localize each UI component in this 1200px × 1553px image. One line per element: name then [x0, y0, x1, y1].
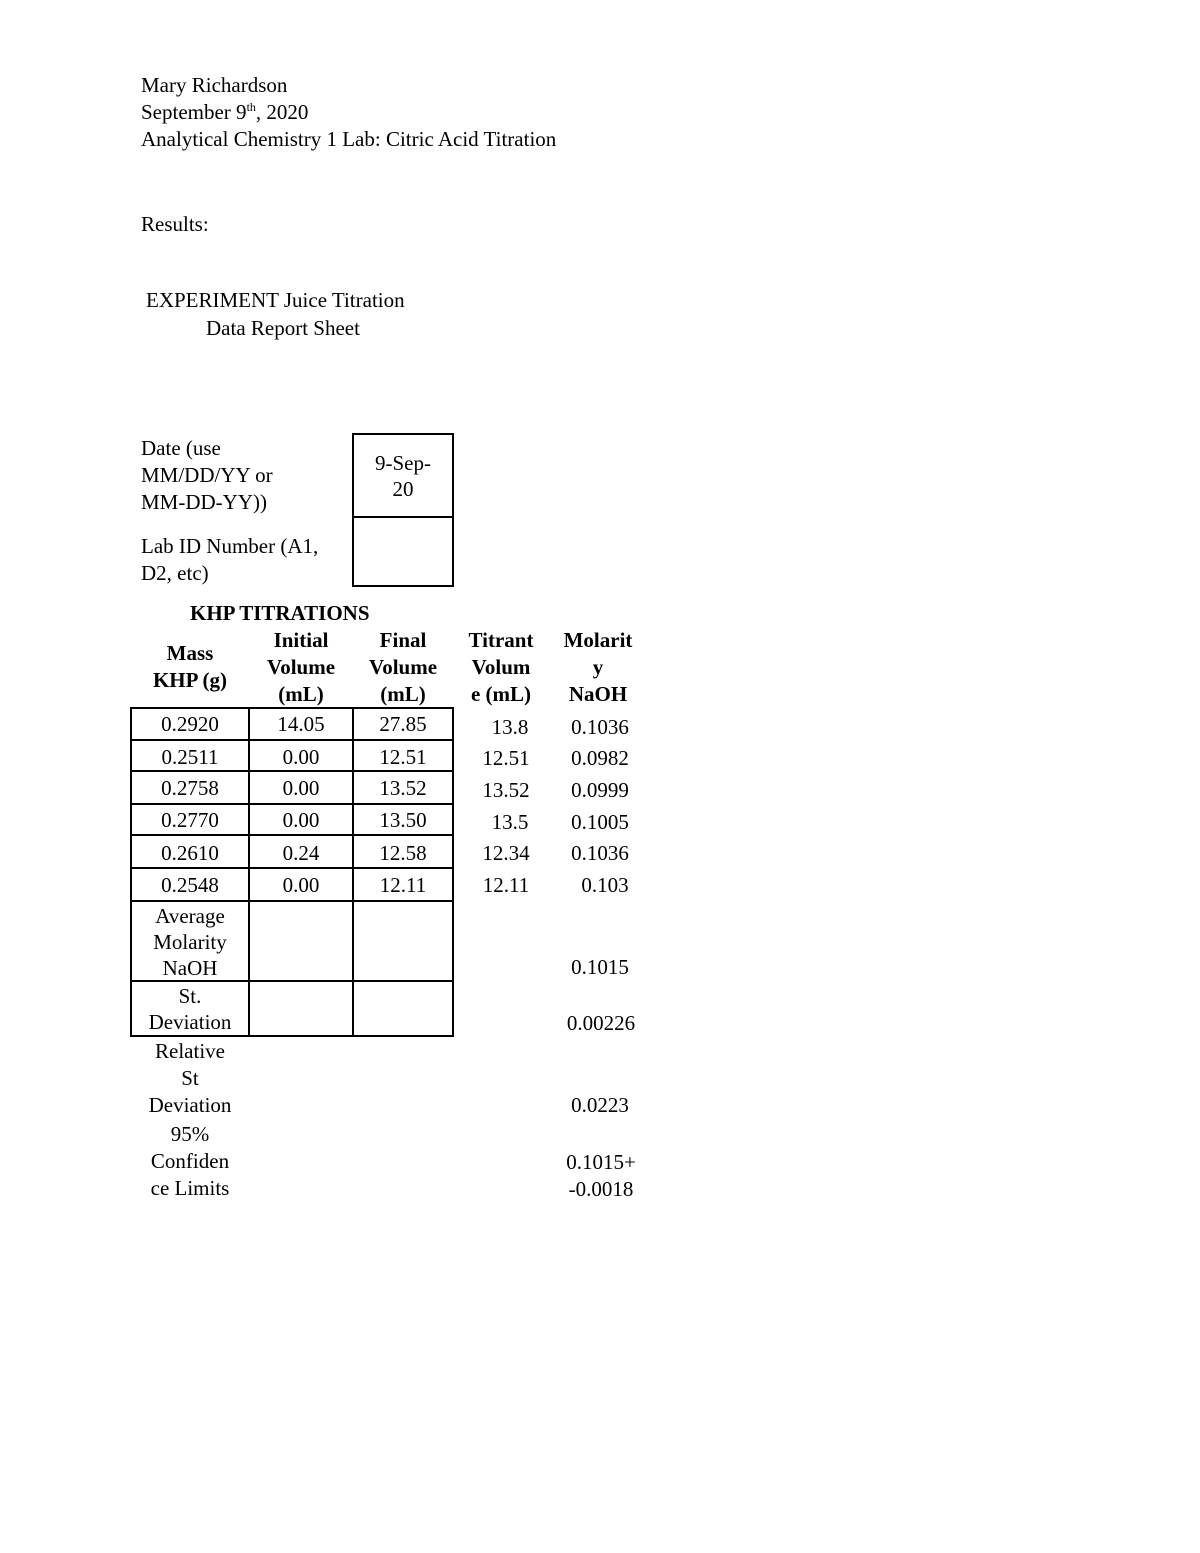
header-line: NaOH [568, 682, 628, 706]
header-line: Volume [368, 655, 438, 679]
confidence-label [130, 1121, 250, 1202]
cell-initial: 0.00 [248, 770, 354, 805]
header-mass [130, 640, 250, 694]
lab-id-label [141, 533, 318, 587]
cell-molarity: 0.1036 [571, 841, 629, 865]
cell-initial: 0.24 [248, 834, 354, 869]
cell-mass: 0.2758 [130, 770, 250, 805]
report-date [141, 99, 308, 126]
cell-mass: 0.2548 [130, 867, 250, 902]
cell-mass: 0.2511 [130, 739, 250, 772]
rsd-label [130, 1038, 250, 1119]
cell-initial: 0.00 [248, 739, 354, 772]
stat-label-line: 95% [170, 1122, 210, 1146]
header-line: (mL) [278, 682, 324, 706]
stat-label-line: Deviation [148, 1093, 232, 1117]
lab-id-label-line: D2, etc) [141, 561, 209, 585]
cell-final: 13.52 [352, 770, 454, 805]
date-label-line: MM-DD-YY)) [141, 490, 267, 514]
header-line: Volume [266, 655, 336, 679]
date-value-line: 20 [392, 477, 414, 501]
date-label-line: MM/DD/YY or [141, 463, 273, 487]
header-initial-volume [248, 627, 354, 708]
avg-molarity-value: 0.1015 [571, 955, 629, 979]
cell-titrant: 12.11 [482, 873, 530, 897]
stat-label-line: Relative [155, 1039, 225, 1063]
avg-empty-cell [248, 900, 354, 982]
date-value-box[interactable] [352, 433, 454, 518]
confidence-value [556, 1149, 646, 1203]
cell-final: 12.51 [352, 739, 454, 772]
stat-label-line: St. [178, 984, 202, 1008]
cell-titrant: 13.8 [491, 715, 529, 739]
std-deviation-label [130, 980, 250, 1037]
stat-label-line: Deviation [148, 1010, 232, 1034]
date-label [141, 435, 273, 516]
cell-initial: 0.00 [248, 867, 354, 902]
header-line: e (mL) [470, 682, 532, 706]
header-line: Initial [273, 628, 329, 652]
cell-titrant: 13.52 [482, 778, 530, 802]
stat-label-line: Average [155, 904, 225, 928]
date-prefix: September 9 [141, 100, 247, 124]
cell-molarity: 0.1005 [571, 810, 629, 834]
khp-title: KHP TITRATIONS [190, 601, 370, 625]
date-label-line: Date (use [141, 436, 221, 460]
cell-initial: 0.00 [248, 803, 354, 836]
avg-empty-cell [352, 900, 454, 982]
cell-final: 27.85 [352, 707, 454, 741]
lab-id-value-box[interactable] [352, 516, 454, 587]
results-label: Results: [141, 212, 209, 236]
cell-molarity: 0.0999 [571, 778, 629, 802]
confidence-value-line: -0.0018 [568, 1177, 634, 1201]
header-titrant-volume [454, 627, 548, 708]
cell-molarity: 0.1036 [571, 715, 629, 739]
course-title: Analytical Chemistry 1 Lab: Citric Acid Titration [141, 127, 557, 151]
header-final-volume [352, 627, 454, 708]
cell-titrant: 12.51 [482, 746, 530, 770]
header-line: KHP (g) [152, 668, 228, 692]
rsd-value: 0.0223 [571, 1093, 629, 1117]
cell-molarity: 0.0982 [571, 746, 629, 770]
cell-mass: 0.2920 [130, 707, 250, 741]
std-deviation-value: 0.00226 [566, 1011, 636, 1035]
stat-label-line: Molarity [153, 930, 227, 954]
cell-molarity: 0.103 [581, 873, 629, 897]
cell-mass: 0.2610 [130, 834, 250, 869]
date-suffix: , 2020 [255, 100, 309, 124]
stat-label-line: ce Limits [150, 1176, 230, 1200]
cell-titrant: 13.5 [491, 810, 529, 834]
date-superscript: th [246, 100, 256, 114]
stat-label-line: NaOH [162, 956, 218, 980]
header-line: Molarit [563, 628, 633, 652]
header-line: Final [379, 628, 427, 652]
author-name: Mary Richardson [141, 73, 288, 97]
experiment-subtitle: Data Report Sheet [206, 316, 360, 340]
std-empty-cell [352, 980, 454, 1037]
stat-label-line: Confiden [150, 1149, 230, 1173]
std-empty-cell [248, 980, 354, 1037]
experiment-title: EXPERIMENT Juice Titration [146, 288, 405, 312]
header-line: Titrant [468, 628, 534, 652]
header-line: Volum [471, 655, 531, 679]
header-line: Mass [166, 641, 214, 665]
cell-titrant: 12.34 [482, 841, 530, 865]
cell-final: 12.58 [352, 834, 454, 869]
cell-initial: 14.05 [248, 707, 354, 741]
stat-label-line: St [181, 1066, 199, 1090]
cell-mass: 0.2770 [130, 803, 250, 836]
cell-final: 12.11 [352, 867, 454, 902]
header-line: y [592, 655, 604, 679]
header-molarity [550, 627, 646, 708]
header-line: (mL) [380, 682, 426, 706]
avg-molarity-label [130, 900, 250, 982]
confidence-value-line: 0.1015+ [566, 1150, 636, 1174]
lab-id-label-line: Lab ID Number (A1, [141, 534, 319, 558]
date-value-line: 9-Sep- [375, 451, 431, 475]
cell-final: 13.50 [352, 803, 454, 836]
